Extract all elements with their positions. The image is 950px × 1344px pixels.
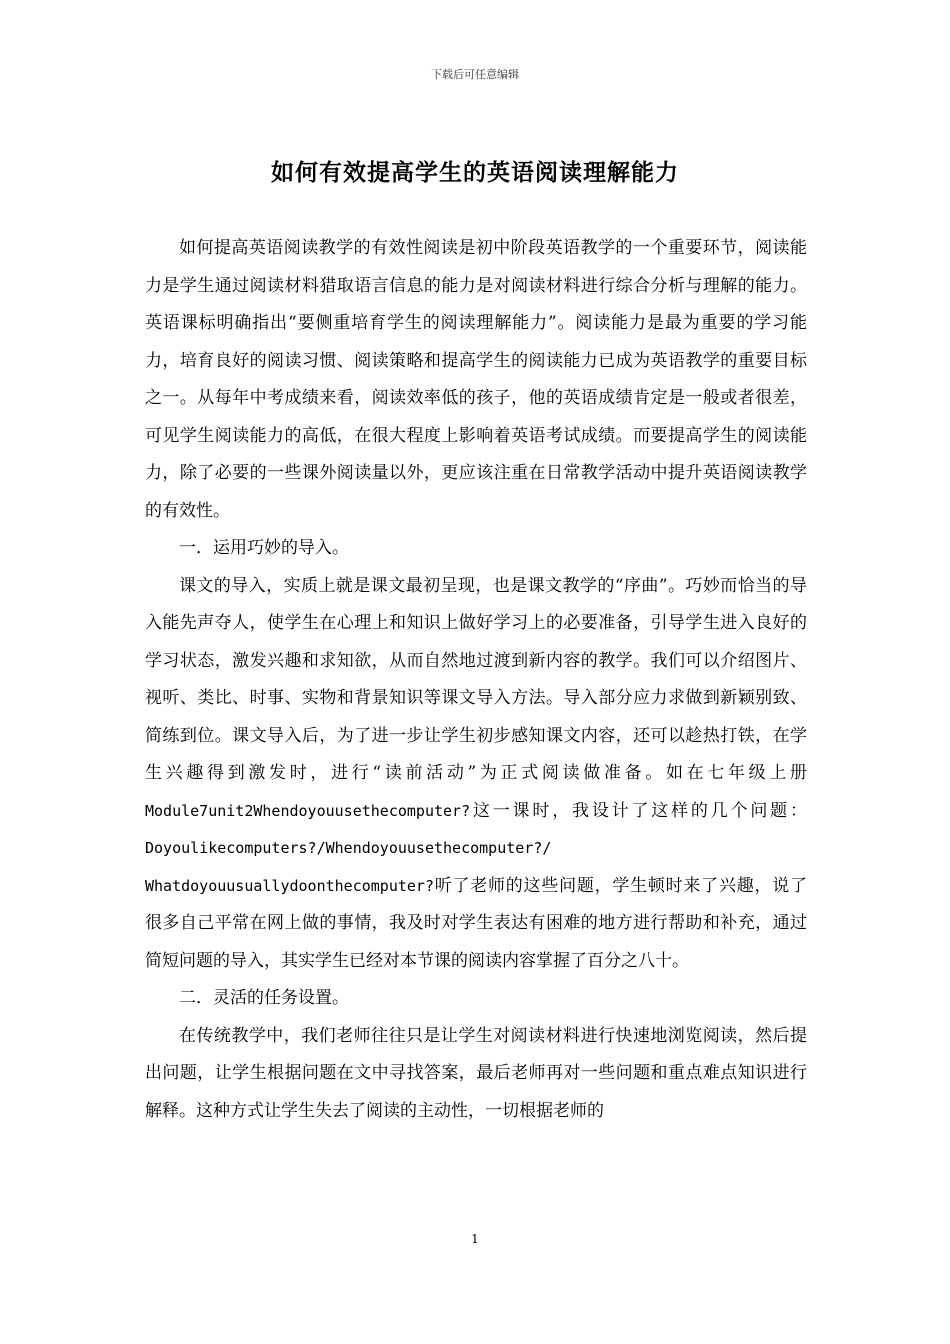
paragraph-text: 课文的导入，实质上就是课文最初呈现，也是课文教学的“序曲”。巧妙而恰当的导入能先声夺人，使学生在心理上和知识上做好学习上的必要准备，引导学生进入良好的学习状态，激发兴趣和求知欲，从而自然地过渡到新内容的教学。我们可以介绍图片、视听、类比、时事、实物和背景知识等课文导入方法。导入部分应力求做到新颖别致、简练到位。课文导入后，为了进一步让学生初步感知课文内容，还可以趁热打铁，在学生兴趣得到激发时，进行“读前活动”为正式阅读做准备。如在七年级上册 <box>145 575 807 783</box>
paragraph-text: 这一课时，我设计了这样的几个问题： <box>470 800 807 821</box>
document-body <box>145 230 807 1130</box>
page-number: 1 <box>471 1232 479 1246</box>
module-title-text: Module7unit2Whendoyouusethecomputer? <box>145 801 471 820</box>
header-note: 下载后可任意编辑 <box>431 68 519 81</box>
paragraph-task-setting: 在传统教学中，我们老师往往只是让学生对阅读材料进行快速地浏览阅读，然后提出问题，让学生根据问题在文中寻找答案，最后老师再对一些问题和重点难点知识进行解释。这种方式让学生失去了阅读的主动性，一切根据老师的 <box>145 1025 807 1121</box>
page-title: 如何有效提高学生的英语阅读理解能力 <box>271 159 679 186</box>
paragraph-intro: 如何提高英语阅读教学的有效性阅读是初中阶段英语教学的一个重要环节，阅读能力是学生通过阅读材料猎取语言信息的能力是对阅读材料进行综合分析与理解的能力。英语课标明确指出“要侧重培育学生的阅读理解能力”。阅读能力是最为重要的学习能力，培育良好的阅读习惯、阅读策略和提高学生的阅读能力已成为英语教学的重要目标之一。从每年中考成绩来看，阅读效率低的孩子，他的英语成绩肯定是一般或者很差，可见学生阅读能力的高低，在很大程度上影响着英语考试成绩。而要提高学生的阅读能力，除了必要的一些课外阅读量以外，更应该注重在日常教学活动中提升英语阅读教学的有效性。 <box>145 238 807 521</box>
paragraph-text: 听了老师的这些问题，学生顿时来了兴趣，说了很多自己平常在网上做的事情，我及时对学生表达有困难的地方进行帮助和补充，通过简短问题的导入，其实学生已经对本节课的阅读内容掌握了百分之八十。 <box>145 875 807 971</box>
section-heading-1: 一．运用巧妙的导入。 <box>179 538 349 558</box>
paragraph-intro-lead-in <box>145 568 807 981</box>
question-list-text: Doyoulikecomputers?/Whendoyouusethecomputer?/ Whatdoyouusuallydoonthecomputer? <box>145 839 552 895</box>
section-heading-2: 二．灵活的任务设置。 <box>179 988 349 1008</box>
